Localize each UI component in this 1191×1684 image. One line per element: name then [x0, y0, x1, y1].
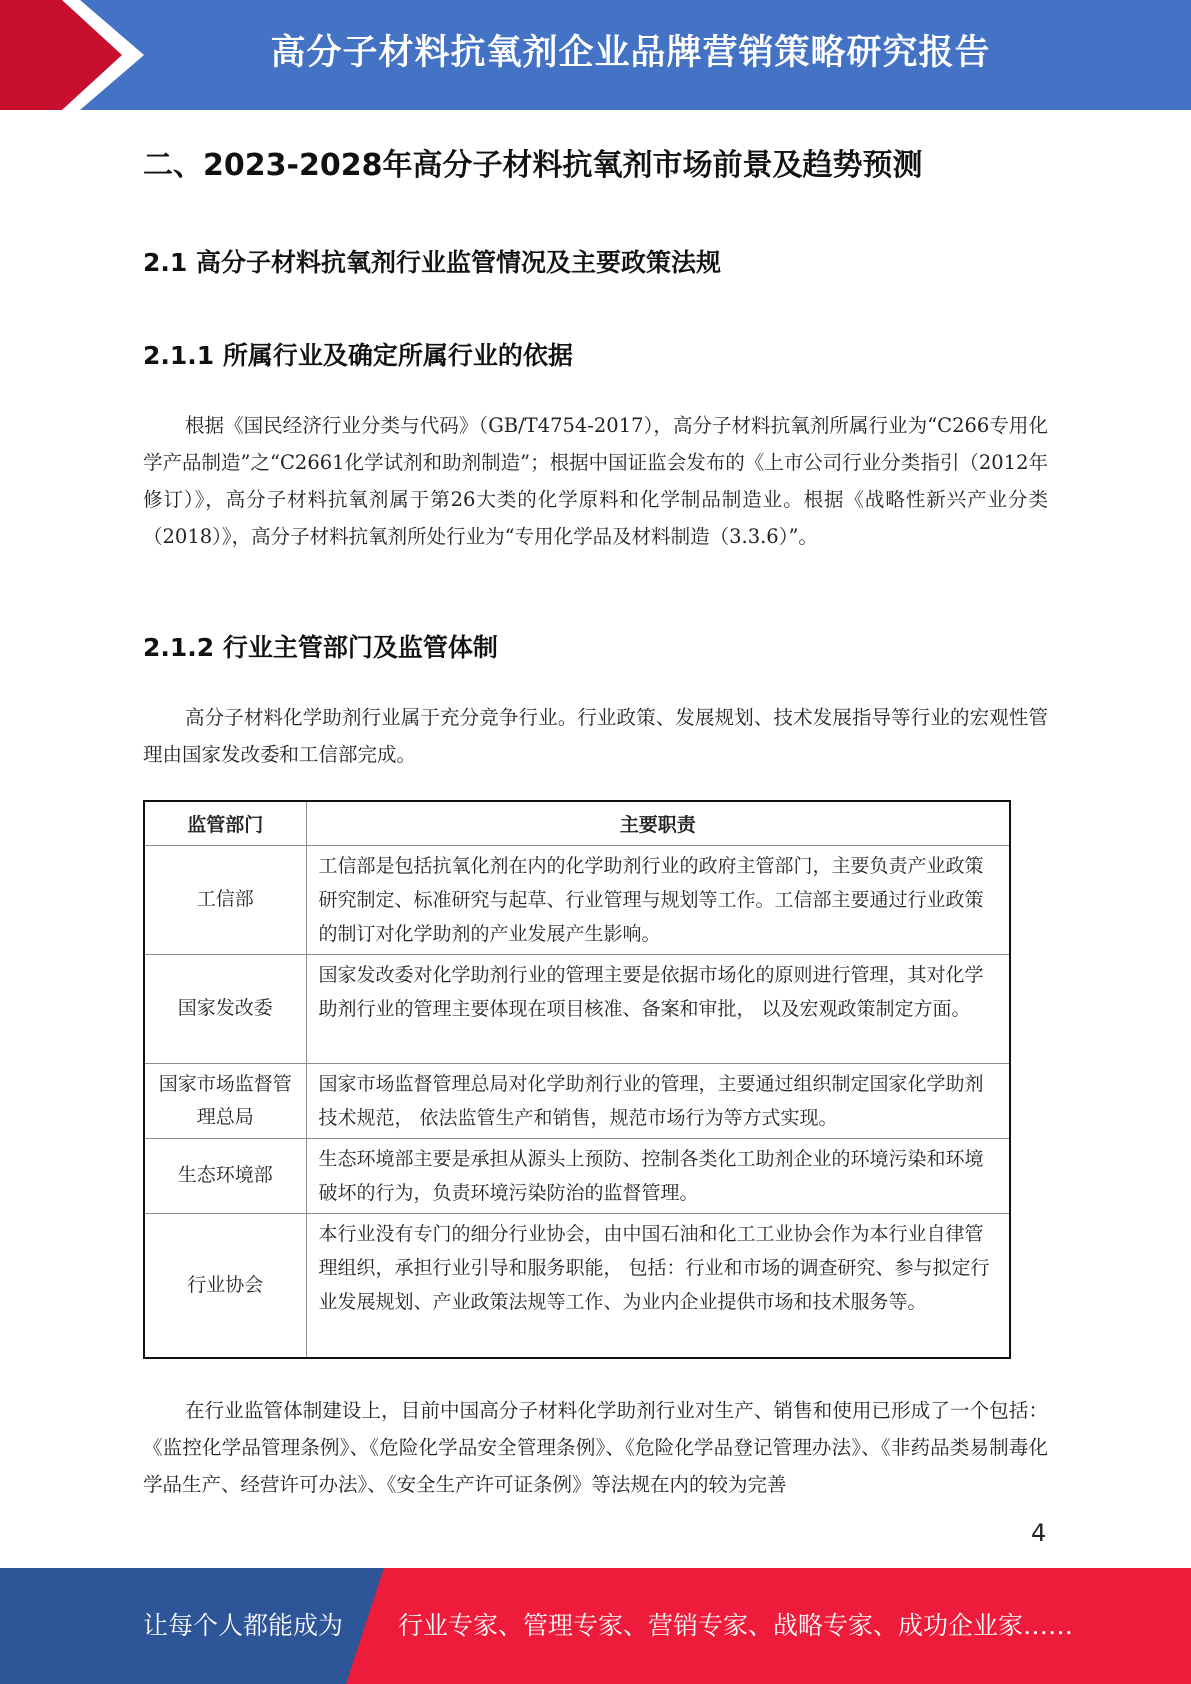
report-title: 高分子材料抗氧剂企业品牌营销策略研究报告 [270, 33, 991, 73]
table-row [144, 1138, 1010, 1213]
red-arrow-icon [0, 0, 160, 110]
section-heading: 二、2023-2028年高分子材料抗氧剂市场前景及趋势预测 [143, 148, 923, 183]
header-banner [0, 0, 1191, 110]
subsubsection-heading-1: 2.1.1 所属行业及确定所属行业的依据 [143, 341, 573, 370]
subsection-heading: 2.1 高分子材料抗氧剂行业监管情况及主要政策法规 [143, 248, 721, 277]
footer-slogan-right: 行业专家、管理专家、营销专家、战略专家、成功企业家…… [398, 1611, 1074, 1640]
duty-cell: 生态环境部主要是承担从源头上预防、控制各类化工助剂企业的环境污染和环境破坏的行为，负责环境污染防治的监督管理。 [306, 1138, 1010, 1213]
dept-cell: 国家市场监督管理总局 [144, 1063, 306, 1138]
header-duty: 主要职责 [306, 801, 1010, 845]
dept-cell: 国家发改委 [144, 954, 306, 1063]
table-row [144, 1063, 1010, 1138]
header-dept: 监管部门 [144, 801, 306, 845]
duty-cell: 本行业没有专门的细分行业协会，由中国石油和化工工业协会作为本行业自律管理组织，承担行业引导和服务职能， 包括：行业和市场的调查研究、参与拟定行业发展规划、产业政策法规等工作、为业内企业提供市场和技术服务等。 [306, 1213, 1010, 1358]
duty-cell: 国家市场监督管理总局对化学助剂行业的管理，主要通过组织制定国家化学助剂技术规范， 依法监管生产和销售，规范市场行为等方式实现。 [306, 1063, 1010, 1138]
footer-banner [0, 1568, 1191, 1684]
dept-cell: 行业协会 [144, 1213, 306, 1358]
page-number: 4 [1031, 1519, 1047, 1547]
duty-cell: 工信部是包括抗氧化剂在内的化学助剂行业的政府主管部门，主要负责产业政策研究制定、标准研究与起草、行业管理与规划等工作。工信部主要通过行业政策的制订对化学助剂的产业发展产生影响。 [306, 845, 1010, 954]
paragraph-industry-basis: 根据《国民经济行业分类与代码》（GB/T4754-2017），高分子材料抗氧剂所属行业为“C266专用化学产品制造”之“C2661化学试剂和助剂制造”；根据中国证监会发布的《上市公司行业分类指引（2012年修订）》，高分子材料抗氧剂属于第26大类的化学原料和化学制品制造业。根据《战略性新兴产业分类（2018）》，高分子材料抗氧剂所处行业为“专用化学品及材料制造（3.3.6）”。 [143, 414, 1048, 548]
table-row [144, 1213, 1010, 1358]
footer-slogan-left: 让每个人都能成为 [143, 1611, 344, 1640]
paragraph-regulators: 高分子材料化学助剂行业属于充分竞争行业。行业政策、发展规划、技术发展指导等行业的宏观性管理由国家发改委和工信部完成。 [143, 706, 1048, 766]
regulators-table [143, 800, 1011, 1359]
subsubsection-heading-2: 2.1.2 行业主管部门及监管体制 [143, 633, 498, 662]
duty-cell: 国家发改委对化学助剂行业的管理主要是依据市场化的原则进行管理，其对化学助剂行业的管理主要体现在项目核准、备案和审批， 以及宏观政策制定方面。 [306, 954, 1010, 1063]
dept-cell: 生态环境部 [144, 1138, 306, 1213]
paragraph-regulatory-framework: 在行业监管体制建设上，目前中国高分子材料化学助剂行业对生产、销售和使用已形成了一个包括：《监控化学品管理条例》、《危险化学品安全管理条例》、《危险化学品登记管理办法》、《非药品类易制毒化学品生产、经营许可办法》、《安全生产许可证条例》等法规在内的较为完善 [143, 1399, 1048, 1496]
table-row [144, 845, 1010, 954]
table-row [144, 954, 1010, 1063]
table-header-row [144, 801, 1010, 845]
dept-cell: 工信部 [144, 845, 306, 954]
